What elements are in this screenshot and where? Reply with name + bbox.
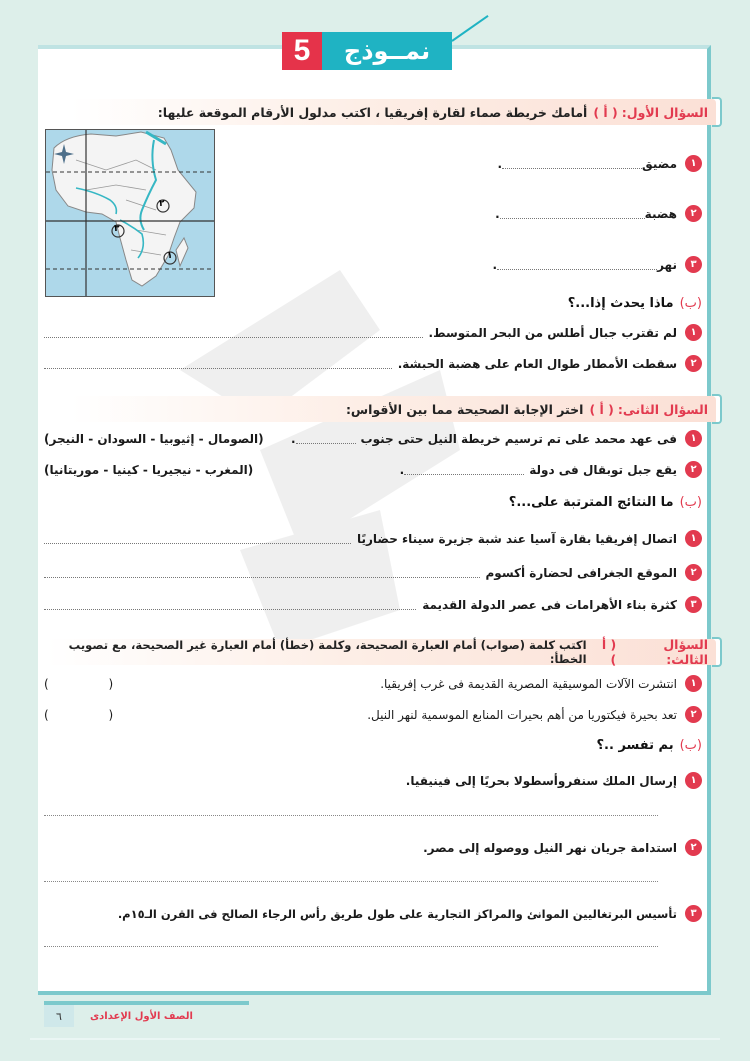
q1-part-b-title: ماذا يحدث إذا...؟ [567, 296, 674, 311]
q1-b-item-2 [44, 355, 702, 372]
q2-label: السؤال الثانى: [617, 401, 708, 417]
q1-instruction: أمامك خريطة صماء لقارة إفريقيا ، اكتب مدلول الأرقام الموقعة عليها: [157, 104, 588, 120]
number-badge: ١ [685, 530, 702, 547]
answer-blank[interactable] [500, 209, 645, 219]
answer-blank[interactable] [44, 534, 351, 544]
q2-b-item-3-text: كثرة بناء الأهرامات فى عصر الدولة القديمة [422, 597, 677, 612]
number-badge: ٢ [685, 839, 702, 856]
grade-label: الصف الأول الإعدادى [90, 1010, 193, 1022]
number-badge: ٣ [685, 256, 702, 273]
q2-item-2-end: . [399, 462, 405, 477]
number-badge: ١ [685, 772, 702, 789]
q3-b-item-2-text: استدامة جريان نهر النيل ووصوله إلى مصر. [423, 840, 677, 855]
answer-blank[interactable] [502, 159, 642, 169]
q2-item-2-options: (المغرب - نيجيريا - كينيا - موريتانيا) [44, 462, 254, 477]
q3-part-b-title: بم تفسر ..؟ [596, 738, 674, 753]
badge-tail-decoration [451, 15, 488, 42]
number-badge: ٢ [685, 564, 702, 581]
number-badge: ٢ [685, 706, 702, 723]
answer-line[interactable] [44, 946, 658, 947]
q2-item-1-end: . [290, 431, 296, 446]
q3-item-2-text: تعد بحيرة فيكتوريا من أهم بحيرات المنابع الموسمية لنهر النيل. [367, 707, 677, 722]
q2-instruction: اختر الإجابة الصحيحة مما بين الأقواس: [345, 401, 584, 417]
answer-blank[interactable] [44, 328, 423, 338]
africa-map-drawing [46, 130, 215, 297]
q2-item-1 [44, 430, 702, 447]
q3-part-a: ( أ ) [601, 637, 617, 667]
number-badge: ٢ [685, 461, 702, 478]
number-badge: ٣ [685, 596, 702, 613]
q1-part-a: ( أ ) [593, 104, 618, 120]
q3-part-b-heading [597, 738, 703, 753]
q1-part-b-label: (ب) [679, 296, 702, 311]
number-badge: ٢ [685, 205, 702, 222]
q3-b-item-3 [118, 905, 702, 922]
q1-label: السؤال الأول: [621, 104, 708, 120]
q3-b-item-3-text: تأسيس البرتغاليين الموانئ والمراكز التجارية على طول طريق رأس الرجاء الصالح فى القرن الـ١٥م. [117, 906, 677, 921]
q3-b-item-1 [406, 772, 702, 789]
q3-item-2 [44, 706, 702, 723]
q3-b-item-2 [423, 839, 702, 856]
q2-b-item-2 [44, 564, 702, 581]
answer-parentheses[interactable]: ( ) [44, 707, 142, 722]
q1-item-3 [493, 256, 702, 273]
number-badge: ١ [685, 324, 702, 341]
q1-item-2-end: . [495, 206, 500, 221]
q2-item-2-text: يقع جبل توبقال فى دولة [529, 462, 677, 477]
answer-blank[interactable] [44, 600, 416, 610]
answer-parentheses[interactable]: ( ) [44, 676, 142, 691]
answer-line[interactable] [44, 881, 658, 882]
model-label: نمــوذج [322, 32, 452, 70]
number-badge: ١ [685, 155, 702, 172]
q1-item-1 [497, 155, 702, 172]
q2-b-item-2-text: الموقع الجغرافى لحضارة أكسوم [485, 565, 677, 580]
answer-blank[interactable] [44, 359, 392, 369]
q2-part-b-heading [509, 495, 702, 510]
model-number: 5 [282, 32, 322, 70]
q1-item-1-text: مضيق [642, 156, 677, 171]
q1-b-item-1 [44, 324, 702, 341]
q2-header [71, 396, 716, 422]
page-footer [44, 1001, 249, 1027]
model-badge [282, 32, 452, 70]
q3-instruction: اكتب كلمة (صواب) أمام العبارة الصحيحة، وكلمة (خطأ) أمام العبارة غير الصحيحة، مع تصويب الخطأ: [68, 638, 587, 666]
africa-blank-map [45, 129, 215, 297]
answer-blank[interactable] [404, 465, 524, 475]
q3-item-1 [44, 675, 702, 692]
q3-part-b-label: (ب) [679, 738, 702, 753]
q2-item-1-options: (الصومال - إثيوبيا - السودان - النيجر) [44, 431, 264, 446]
map-marker-3: ٣ [114, 224, 120, 234]
q2-b-item-3 [44, 596, 702, 613]
map-marker-1: ١ [167, 251, 173, 261]
answer-blank[interactable] [497, 260, 657, 270]
q1-b-item-1-text: لم تقترب جبال أطلس من البحر المتوسط. [428, 325, 677, 340]
q1-item-2-text: هضبة [644, 206, 677, 221]
q2-item-1-text: فى عهد محمد على تم ترسيم خريطة النيل حتى جنوب [360, 431, 677, 446]
q3-b-item-1-text: إرسال الملك سنفروأسطولا بحريًا إلى فينيقيا. [405, 773, 677, 788]
q1-b-item-2-text: سقطت الأمطار طوال العام على هضبة الحبشة. [397, 356, 677, 371]
q1-item-3-text: نهر [657, 257, 677, 272]
q2-b-item-1 [44, 530, 702, 547]
q2-part-b-title: ما النتائج المترتبة على...؟ [508, 495, 674, 510]
number-badge: ٢ [685, 355, 702, 372]
number-badge: ١ [685, 675, 702, 692]
page-number: ٦ [44, 1005, 74, 1027]
q2-part-b-label: (ب) [679, 495, 702, 510]
q1-part-b-heading [568, 296, 702, 311]
answer-blank[interactable] [44, 568, 480, 578]
q3-item-1-text: انتشرت الآلات الموسيقية المصرية القديمة فى غرب إفريقيا. [380, 676, 677, 691]
page-edge-shadow [30, 1038, 720, 1040]
q1-item-3-end: . [492, 257, 498, 272]
q2-b-item-1-text: اتصال إفريقيا بقارة آسيا عند شبة جزيرة سيناء حضاريًا [356, 531, 677, 546]
map-marker-2: ٢ [159, 199, 165, 209]
number-badge: ٣ [685, 905, 702, 922]
answer-line[interactable] [44, 815, 658, 816]
q2-item-2 [44, 461, 702, 478]
answer-blank[interactable] [296, 434, 356, 444]
q1-item-2 [495, 205, 702, 222]
q3-label: السؤال الثالث: [663, 637, 708, 667]
number-badge: ١ [685, 430, 702, 447]
q1-item-1-end: . [497, 156, 503, 171]
q2-part-a: ( أ ) [589, 401, 614, 417]
q3-header [46, 639, 716, 665]
q1-header [71, 99, 716, 125]
